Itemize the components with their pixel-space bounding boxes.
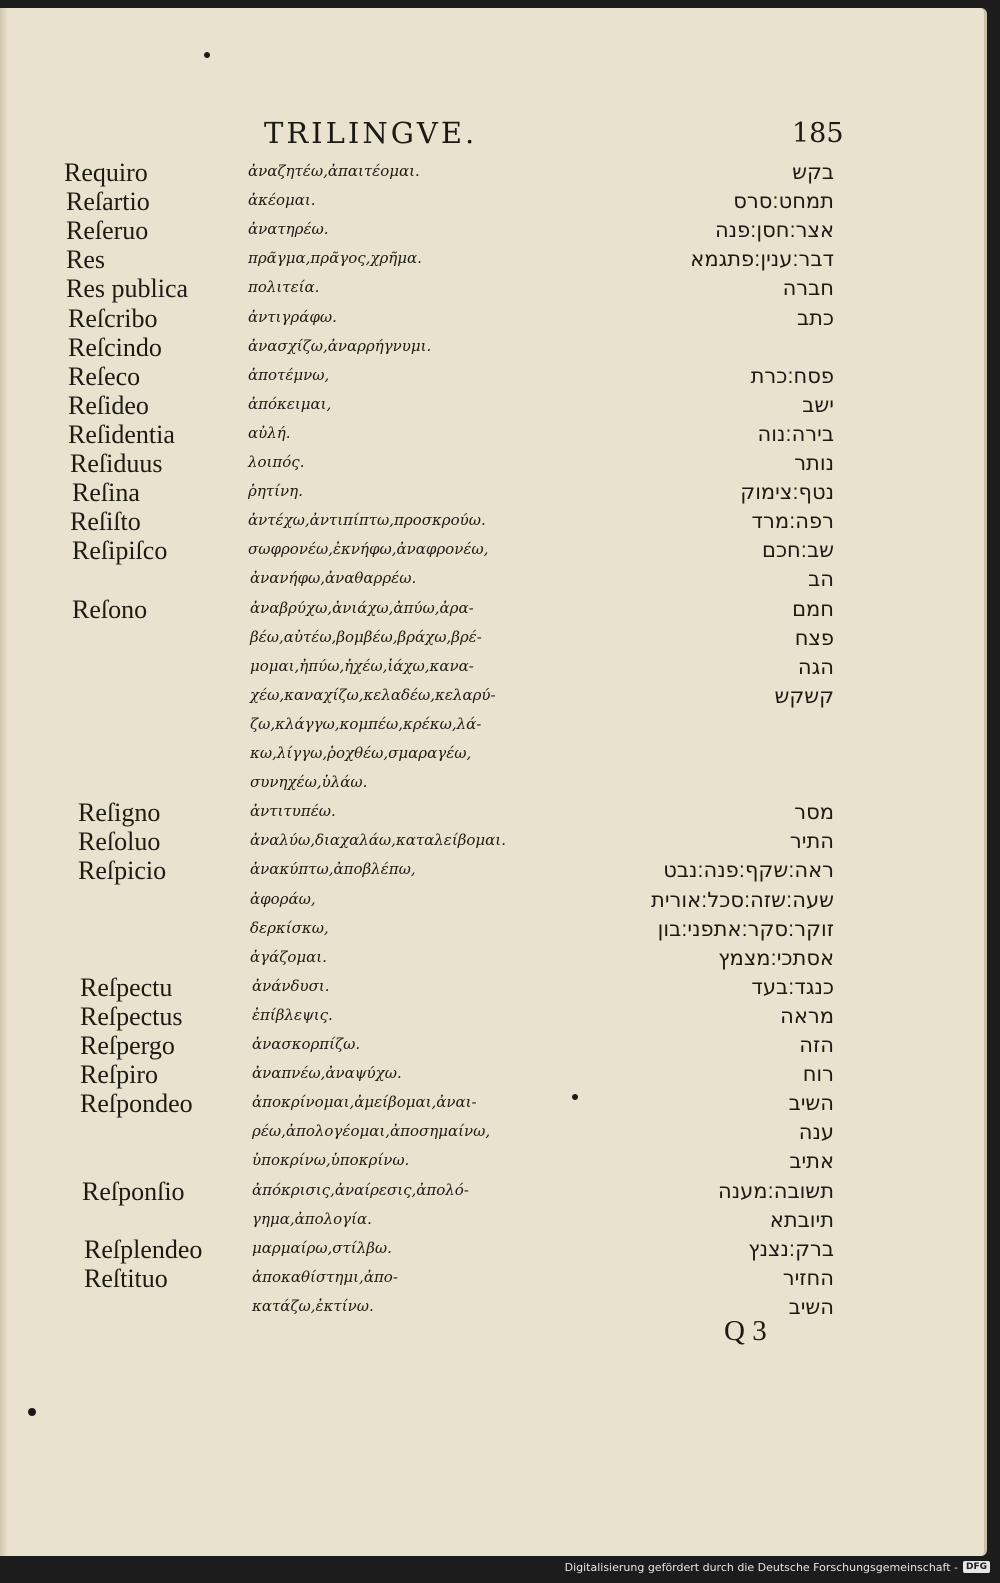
greek-equivalent: ἀντιτυπέω. — [250, 802, 336, 821]
greek-equivalent: ἀνασχίζω,ἀναρρήγνυμι. — [248, 336, 432, 355]
hebrew-equivalent: חברה — [782, 276, 834, 301]
latin-headword: Reſono — [72, 594, 148, 624]
latin-headword: Reſpiro — [80, 1060, 158, 1090]
greek-equivalent: ἀγάζομαι. — [250, 947, 327, 966]
hebrew-equivalent: דבר׃ענין׃פתגמא — [690, 247, 834, 272]
greek-equivalent: ἀποτέμνω, — [248, 365, 330, 384]
greek-equivalent: βέω,αὐτέω,βομβέω,βράχω,βρέ- — [250, 627, 482, 646]
greek-equivalent: μαρμαίρω,στίλβω. — [252, 1238, 392, 1257]
greek-equivalent: γημα,ἀπολογία. — [252, 1209, 372, 1228]
greek-equivalent: ἐπίβλεψις. — [252, 1005, 333, 1024]
latin-headword: Reſpondeo — [80, 1089, 193, 1119]
latin-headword: Reſartio — [66, 187, 150, 217]
dictionary-row — [0, 304, 984, 333]
dictionary-row — [0, 740, 984, 769]
greek-equivalent: ὑποκρίνω,ὑποκρίνω. — [252, 1151, 410, 1170]
dictionary-row — [0, 1293, 984, 1322]
latin-headword: Res publica — [66, 274, 189, 304]
dictionary-row — [0, 1031, 984, 1060]
dictionary-row — [0, 1177, 984, 1206]
latin-headword: Reſiſto — [70, 507, 141, 537]
dictionary-row — [0, 274, 984, 303]
dictionary-row — [0, 1089, 984, 1118]
dictionary-row — [0, 769, 984, 798]
hebrew-equivalent: הגה — [797, 654, 834, 679]
greek-equivalent: ῥητίνη. — [248, 482, 303, 501]
greek-equivalent: ἀναλύω,διαχαλάω,καταλείβομαι. — [250, 831, 506, 850]
ink-dot — [572, 1094, 578, 1100]
dictionary-row — [0, 653, 984, 682]
dictionary-row — [0, 536, 984, 565]
dictionary-row — [0, 1060, 984, 1089]
greek-equivalent: ἀναζητέω,ἀπαιτέομαι. — [248, 162, 420, 180]
greek-equivalent: ἀφοράω, — [250, 889, 316, 908]
hebrew-equivalent: בירה׃נוה — [757, 421, 834, 446]
footer-text: Digitalisierung gefördert durch die Deutsche Forschungsgemeinschaft - — [564, 1560, 958, 1574]
dictionary-row — [0, 711, 984, 740]
hebrew-equivalent: התיר — [789, 829, 834, 854]
dictionary-row — [0, 391, 984, 420]
hebrew-equivalent: קשקש — [774, 683, 834, 708]
greek-equivalent: λοιπός. — [248, 453, 305, 471]
latin-headword: Reſtituo — [84, 1263, 168, 1293]
digitization-footer — [565, 1559, 990, 1575]
latin-headword: Reſideo — [68, 390, 149, 420]
hebrew-equivalent: השיב — [788, 1294, 834, 1319]
hebrew-equivalent: רוח — [802, 1062, 834, 1087]
hebrew-equivalent: תמחט׃סרס — [733, 189, 834, 214]
hebrew-equivalent: שעה׃שזה׃סכל׃אורית — [651, 887, 834, 912]
greek-equivalent: αὐλή. — [248, 423, 291, 442]
greek-equivalent: μομαι,ἠπύω,ἠχέω,ἰάχω,κανα- — [250, 656, 474, 675]
latin-headword: Res — [66, 245, 105, 275]
latin-headword: Reſigno — [78, 798, 161, 828]
hebrew-equivalent: בקש — [792, 160, 834, 184]
dictionary-row — [0, 216, 984, 245]
latin-headword: Reſpectus — [80, 1001, 183, 1031]
hebrew-equivalent: אתיב — [789, 1149, 834, 1174]
book-page — [0, 8, 987, 1556]
latin-headword: Reſponſio — [82, 1176, 185, 1206]
hebrew-equivalent: ענה — [798, 1120, 834, 1145]
hebrew-equivalent: ראה׃שקף׃פנה׃נבט — [663, 858, 834, 883]
greek-equivalent: συνηχέω,ὑλάω. — [250, 773, 368, 792]
greek-equivalent: πρᾶγμα,πρᾶγος,χρῆμα. — [248, 249, 422, 268]
hebrew-equivalent: פצח — [794, 625, 834, 650]
hebrew-equivalent: הזה — [799, 1033, 834, 1057]
hebrew-equivalent: נטף׃צימוק — [740, 480, 834, 505]
latin-headword: Reſpicio — [78, 856, 167, 886]
dictionary-row — [0, 973, 984, 1002]
greek-equivalent: κατάζω,ἐκτίνω. — [252, 1296, 374, 1315]
latin-headword: Reſcindo — [68, 332, 162, 362]
dictionary-row — [0, 158, 984, 187]
latin-headword: Reſcribo — [68, 303, 158, 333]
greek-equivalent: ἀντιγράφω. — [248, 307, 337, 326]
dictionary-row — [0, 624, 984, 653]
dfg-logo: DFG — [963, 1561, 990, 1573]
dictionary-row — [0, 333, 984, 362]
hebrew-equivalent: ברק׃נצנץ — [748, 1236, 834, 1261]
hebrew-equivalent: תשובה׃מענה — [718, 1178, 834, 1203]
hebrew-equivalent: החזיר — [782, 1265, 834, 1290]
greek-equivalent: ἀκέομαι. — [248, 191, 316, 210]
hebrew-equivalent: כנגד׃בעד — [751, 974, 834, 999]
dictionary-row — [0, 507, 984, 536]
latin-headword: Reſoluo — [78, 827, 161, 857]
latin-headword: Reſiduus — [70, 449, 163, 478]
greek-equivalent: ἀναπνέω,ἀναψύχω. — [252, 1064, 402, 1083]
dictionary-row — [0, 944, 984, 973]
greek-equivalent: ἀνατηρέω. — [248, 220, 329, 239]
greek-equivalent: ἀνασκορπίζω. — [252, 1035, 361, 1053]
greek-equivalent: ἀπόκρισις,ἀναίρεσις,ἀπολό- — [252, 1180, 469, 1199]
hebrew-equivalent: חמם — [792, 596, 834, 621]
dictionary-row — [0, 1206, 984, 1235]
latin-headword: Reſpectu — [80, 972, 173, 1002]
hebrew-equivalent: שב׃חכם — [762, 538, 834, 563]
dictionary-row — [0, 245, 984, 274]
dictionary-row — [0, 362, 984, 391]
latin-headword: Reſeco — [68, 361, 141, 391]
greek-equivalent: δερκίσκω, — [250, 918, 329, 937]
latin-headword: Requiro — [64, 158, 148, 187]
latin-headword: Reſpergo — [80, 1031, 175, 1060]
dictionary-row — [0, 478, 984, 507]
hebrew-equivalent: פסח׃כרת — [750, 363, 834, 388]
ink-dot — [204, 52, 210, 58]
hebrew-equivalent: השיב — [788, 1091, 834, 1116]
dictionary-row — [0, 827, 984, 856]
greek-equivalent: ἀνανήφω,ἀναθαρρέω. — [250, 569, 417, 588]
dictionary-row — [0, 1118, 984, 1147]
greek-equivalent: ἀνακύπτω,ἀποβλέπω, — [250, 860, 416, 879]
hebrew-equivalent: מסר — [794, 800, 834, 825]
hebrew-equivalent: נותר — [794, 451, 834, 475]
greek-equivalent: ἀποκρίνομαι,ἀμείβομαι,ἀναι- — [252, 1093, 477, 1112]
page-number: 185 — [792, 118, 844, 149]
dictionary-row — [0, 187, 984, 216]
greek-equivalent: κω,λίγγω,ῥοχθέω,σμαραγέω, — [250, 744, 472, 762]
greek-equivalent: ρέω,ἀπολογέομαι,ἀποσημαίνω, — [252, 1122, 491, 1141]
hebrew-equivalent: כתב — [796, 305, 834, 330]
greek-equivalent: χέω,καναχίζω,κελαδέω,κελαρύ- — [250, 685, 496, 704]
dictionary-row — [0, 886, 984, 915]
dictionary-row — [0, 915, 984, 944]
latin-headword: Reſeruo — [66, 216, 149, 246]
hebrew-equivalent: הב — [808, 567, 834, 592]
greek-equivalent: ζω,κλάγγω,κομπέω,κρέκω,λά- — [250, 714, 482, 733]
dictionary-row — [0, 1235, 984, 1264]
dictionary-row — [0, 595, 984, 624]
dictionary-row — [0, 1147, 984, 1176]
dictionary-row — [0, 1002, 984, 1031]
latin-headword: Reſipiſco — [72, 536, 168, 566]
dictionary-row — [0, 798, 984, 827]
dictionary-row — [0, 1264, 984, 1293]
dictionary-row — [0, 856, 984, 885]
hebrew-equivalent: אסתכי׃מצמץ — [718, 945, 834, 970]
signature-mark: Q 3 — [724, 1315, 767, 1347]
running-title: TRILINGVE. — [264, 116, 478, 150]
greek-equivalent: ἀναβρύχω,ἀνιάχω,ἀπύω,ἀρα- — [250, 598, 474, 617]
dictionary-row — [0, 420, 984, 449]
hebrew-equivalent: רפה׃מרד — [751, 509, 834, 534]
hebrew-equivalent: מראה — [780, 1003, 834, 1028]
ink-dot — [28, 1408, 36, 1416]
hebrew-equivalent: תיובתא — [769, 1207, 834, 1232]
latin-headword: Reſidentia — [68, 419, 175, 449]
dictionary-row — [0, 449, 984, 478]
greek-equivalent: σωφρονέω,ἐκνήφω,ἀναφρονέω, — [248, 540, 489, 559]
hebrew-equivalent: אצר׃חסן׃פנה — [714, 218, 834, 243]
hebrew-equivalent: זוקר׃סקר׃אתפני׃בון — [657, 916, 834, 941]
latin-headword: Reſina — [72, 478, 140, 508]
hebrew-equivalent: ישב — [802, 392, 834, 417]
greek-equivalent: ἀντέχω,ἀντιπίπτω,προσκρούω. — [248, 511, 486, 530]
greek-equivalent: πολιτεία. — [248, 278, 320, 297]
dictionary-row — [0, 565, 984, 594]
dictionary-row — [0, 682, 984, 711]
greek-equivalent: ἀπόκειμαι, — [248, 394, 332, 413]
greek-equivalent: ἀποκαθίστημι,ἀπο- — [252, 1267, 398, 1286]
latin-headword: Reſplendeo — [84, 1234, 203, 1264]
greek-equivalent: ἀνάνδυσι. — [252, 976, 330, 995]
